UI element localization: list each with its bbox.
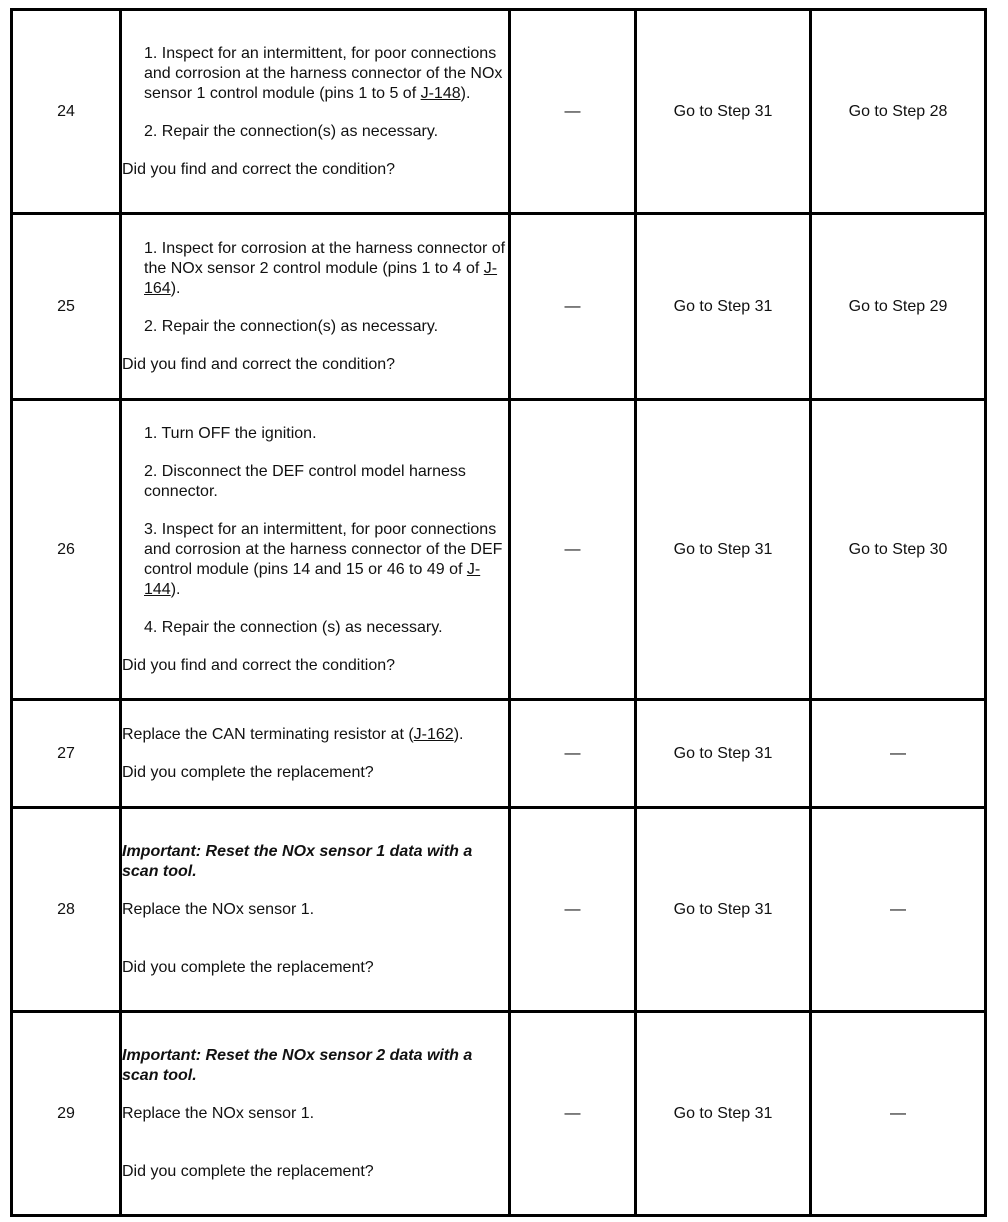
no-cell: Go to Step 30 bbox=[811, 400, 986, 700]
question-text: Did you find and correct the condition? bbox=[122, 355, 396, 373]
question-text: Did you complete the replacement? bbox=[122, 763, 374, 781]
connector-ref-link[interactable]: J-148 bbox=[420, 84, 461, 102]
value-cell: — bbox=[510, 10, 636, 214]
action-cell bbox=[121, 400, 510, 700]
table-row-step-28 bbox=[12, 808, 986, 1012]
question-text: Did you complete the replacement? bbox=[122, 1162, 374, 1180]
value-cell: — bbox=[510, 214, 636, 400]
no-cell: — bbox=[811, 700, 986, 808]
action-item: 1. Inspect for an intermittent, for poor connections and corrosion at the harness connector of the NOx sensor 1 control module (pins 1 to 5 of J-148). bbox=[144, 44, 503, 102]
action-item: 2. Repair the connection(s) as necessary. bbox=[144, 122, 439, 140]
action-item: 1. Inspect for corrosion at the harness connector of the NOx sensor 2 control module (pins 1 to 4 of J-164). bbox=[144, 239, 506, 297]
step-number: 27 bbox=[12, 700, 121, 808]
step-number: 28 bbox=[12, 808, 121, 1012]
action-cell bbox=[121, 700, 510, 808]
value-cell: — bbox=[510, 400, 636, 700]
action-item: 4. Repair the connection (s) as necessary. bbox=[144, 618, 443, 636]
important-note: Important: Reset the NOx sensor 2 data with a scan tool. bbox=[122, 1046, 473, 1084]
table-row-step-27 bbox=[12, 700, 986, 808]
question-text: Did you find and correct the condition? bbox=[122, 656, 396, 674]
no-cell: — bbox=[811, 808, 986, 1012]
action-item: 2. Repair the connection(s) as necessary. bbox=[144, 317, 439, 335]
connector-ref-link[interactable]: J-144 bbox=[144, 560, 481, 598]
diagnostic-table bbox=[10, 8, 987, 1217]
connector-ref-link[interactable]: J-164 bbox=[144, 259, 498, 297]
action-item: 3. Inspect for an intermittent, for poor connections and corrosion at the harness connector of the DEF control module (pins 14 and 15 or 46 to 49 of J-144). bbox=[144, 520, 503, 598]
spacer bbox=[122, 1124, 508, 1162]
question-text: Did you complete the replacement? bbox=[122, 958, 374, 976]
action-item: 2. Disconnect the DEF control model harness connector. bbox=[144, 462, 466, 500]
yes-cell: Go to Step 31 bbox=[636, 700, 811, 808]
action-cell bbox=[121, 214, 510, 400]
value-cell: — bbox=[510, 1012, 636, 1216]
step-number: 26 bbox=[12, 400, 121, 700]
question-text: Did you find and correct the condition? bbox=[122, 160, 396, 178]
connector-ref-link[interactable]: J-162 bbox=[413, 725, 454, 743]
yes-cell: Go to Step 31 bbox=[636, 10, 811, 214]
action-cell bbox=[121, 1012, 510, 1216]
spacer bbox=[122, 920, 508, 958]
step-number: 25 bbox=[12, 214, 121, 400]
yes-cell: Go to Step 31 bbox=[636, 400, 811, 700]
yes-cell: Go to Step 31 bbox=[636, 808, 811, 1012]
no-cell: — bbox=[811, 1012, 986, 1216]
no-cell: Go to Step 28 bbox=[811, 10, 986, 214]
action-text: Replace the NOx sensor 1. bbox=[122, 1104, 315, 1122]
table-row-step-26 bbox=[12, 400, 986, 700]
table-row-step-24 bbox=[12, 10, 986, 214]
table-row-step-29 bbox=[12, 1012, 986, 1216]
value-cell: — bbox=[510, 700, 636, 808]
action-text: Replace the NOx sensor 1. bbox=[122, 900, 315, 918]
value-cell: — bbox=[510, 808, 636, 1012]
action-text: Replace the CAN terminating resistor at (J-162). bbox=[122, 725, 464, 743]
important-note: Important: Reset the NOx sensor 1 data with a scan tool. bbox=[122, 842, 473, 880]
step-number: 29 bbox=[12, 1012, 121, 1216]
no-cell: Go to Step 29 bbox=[811, 214, 986, 400]
action-cell bbox=[121, 10, 510, 214]
action-item: 1. Turn OFF the ignition. bbox=[144, 424, 317, 442]
yes-cell: Go to Step 31 bbox=[636, 1012, 811, 1216]
step-number: 24 bbox=[12, 10, 121, 214]
table-row-step-25 bbox=[12, 214, 986, 400]
action-cell bbox=[121, 808, 510, 1012]
yes-cell: Go to Step 31 bbox=[636, 214, 811, 400]
